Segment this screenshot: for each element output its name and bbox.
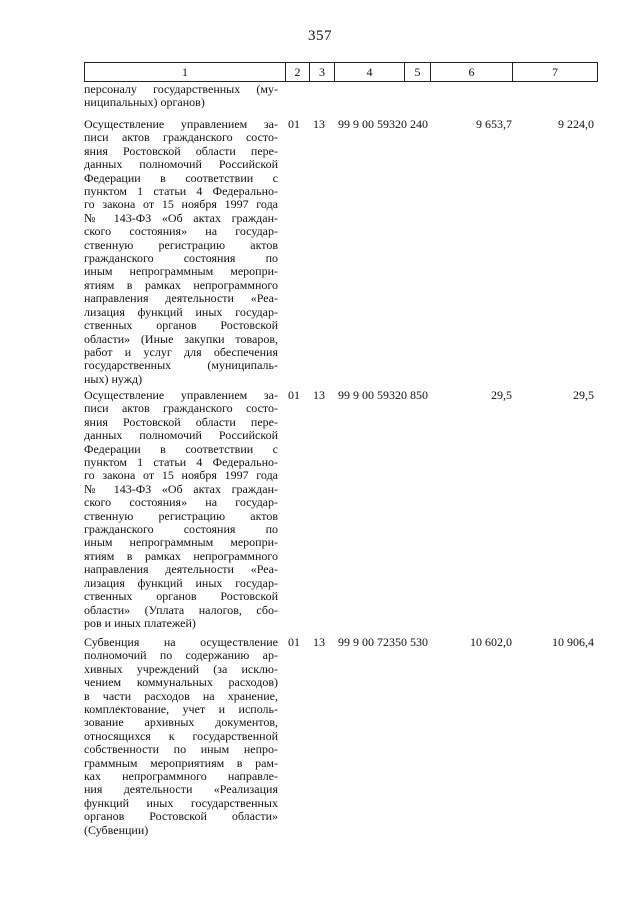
cell-sum-2: 10 906,4	[552, 635, 594, 649]
description-line: яния Ростовской области пере-	[84, 143, 278, 158]
header-col-6: 6	[431, 63, 513, 81]
description-line: ственных органов Ростовской	[84, 318, 278, 333]
description-line: го закона от 15 ноября 1997 года	[84, 468, 278, 483]
cell-vr: 530	[410, 635, 428, 649]
header-col-7: 7	[552, 64, 558, 79]
description-line: ственную регистрацию актов	[84, 237, 278, 252]
cell-csr: 99 9 00 72350	[338, 635, 407, 649]
description-line: граммным мероприятиям в рам-	[84, 755, 278, 770]
cell-vr: 850	[410, 388, 428, 402]
description-line: области» (Иные закупки товаров,	[84, 331, 278, 346]
description-line: области» (Уплата налогов, сбо-	[84, 602, 278, 617]
description-line: ров и иных платежей)	[84, 615, 196, 630]
row-description	[84, 636, 278, 837]
table-header-row	[84, 62, 598, 82]
cell-rz: 01	[288, 635, 300, 649]
page-number: 357	[308, 28, 332, 44]
description-line: пунктом 1 статьи 4 Федерально-	[84, 455, 278, 470]
description-line: ния деятельности «Реализация	[84, 782, 278, 797]
description-line: ных) нужд)	[84, 371, 143, 386]
description-line: чением коммунальных расходов)	[84, 675, 278, 690]
cell-vr: 240	[410, 117, 428, 131]
description-line: зование архивных документов,	[84, 715, 278, 730]
description-line: Федерации в соответствии с	[84, 441, 278, 456]
description-line: лизация функций иных государ-	[84, 304, 278, 319]
header-col-5: 5	[405, 63, 431, 81]
description-line: хивных учреждений (за исклю-	[84, 661, 278, 676]
description-line: (Субвенции)	[84, 822, 149, 837]
description-line: иным непрограммным меропри-	[84, 264, 278, 279]
description-line: лизация функций иных государ-	[84, 575, 278, 590]
cell-sum-2: 29,5	[573, 388, 594, 402]
description-line: органов Ростовской области»	[84, 809, 278, 824]
carryover-line: ниципальных) органов)	[84, 95, 205, 110]
description-line: в части расходов на хранение,	[84, 688, 278, 703]
cell-csr: 99 9 00 59320	[338, 117, 407, 131]
description-line: ского состояния» на государ-	[84, 495, 278, 510]
cell-pr: 13	[313, 388, 325, 402]
description-line: ственную регистрацию актов	[84, 508, 278, 523]
cell-csr: 99 9 00 59320	[338, 388, 407, 402]
cell-sum-1: 29,5	[491, 388, 512, 402]
description-line: писи актов гражданского состо-	[84, 401, 278, 416]
description-line: направления деятельности «Реа-	[84, 291, 278, 306]
description-line: направления деятельности «Реа-	[84, 562, 278, 577]
cell-pr: 13	[313, 117, 325, 131]
description-line: иным непрограммным меропри-	[84, 535, 278, 550]
description-line: полномочий по содержанию ар-	[84, 648, 278, 663]
description-line: гражданского состояния по	[84, 251, 278, 266]
description-line: яния Ростовской области пере-	[84, 414, 278, 429]
header-col-4: 4	[335, 63, 405, 81]
description-line: комплектование, учет и исполь-	[84, 702, 278, 717]
header-col-3: 3	[310, 63, 335, 81]
description-line: ятиям в рамках непрограммного	[84, 548, 278, 563]
description-line: № 143-ФЗ «Об актах граждан-	[84, 481, 278, 496]
cell-rz: 01	[288, 117, 300, 131]
description-line: ственных органов Ростовской	[84, 589, 278, 604]
description-line: писи актов гражданского состо-	[84, 130, 278, 145]
description-line: Субвенция на осуществление	[84, 635, 278, 649]
description-line: данных полномочий Российской	[84, 428, 278, 443]
row-description	[84, 118, 278, 386]
carryover-text	[84, 83, 278, 110]
description-line: Осуществление управлением за-	[84, 117, 278, 131]
cell-sum-1: 9 653,7	[476, 117, 512, 131]
description-line: государственных (муниципаль-	[84, 358, 278, 373]
description-line: относящихся к государственной	[84, 728, 278, 743]
description-line: работ и услуг для обеспечения	[84, 344, 278, 359]
description-line: данных полномочий Российской	[84, 157, 278, 172]
description-line: функций иных государственных	[84, 795, 278, 810]
description-line: пунктом 1 статьи 4 Федерально-	[84, 184, 278, 199]
cell-pr: 13	[313, 635, 325, 649]
header-col-1: 1	[85, 63, 286, 81]
description-line: гражданского состояния по	[84, 522, 278, 537]
row-description	[84, 389, 278, 630]
header-col-2: 2	[286, 63, 310, 81]
description-line: собственности по иным непро-	[84, 742, 278, 757]
description-line: № 143-ФЗ «Об актах граждан-	[84, 210, 278, 225]
description-line: го закона от 15 ноября 1997 года	[84, 197, 278, 212]
description-line: Федерации в соответствии с	[84, 170, 278, 185]
cell-sum-1: 10 602,0	[470, 635, 512, 649]
description-line: Осуществление управлением за-	[84, 388, 278, 402]
carryover-line: персоналу государственных (му-	[84, 82, 278, 96]
description-line: ках непрограммного направле-	[84, 769, 278, 784]
description-line: ятиям в рамках непрограммного	[84, 277, 278, 292]
description-line: ского состояния» на государ-	[84, 224, 278, 239]
cell-sum-2: 9 224,0	[558, 117, 594, 131]
cell-rz: 01	[288, 388, 300, 402]
